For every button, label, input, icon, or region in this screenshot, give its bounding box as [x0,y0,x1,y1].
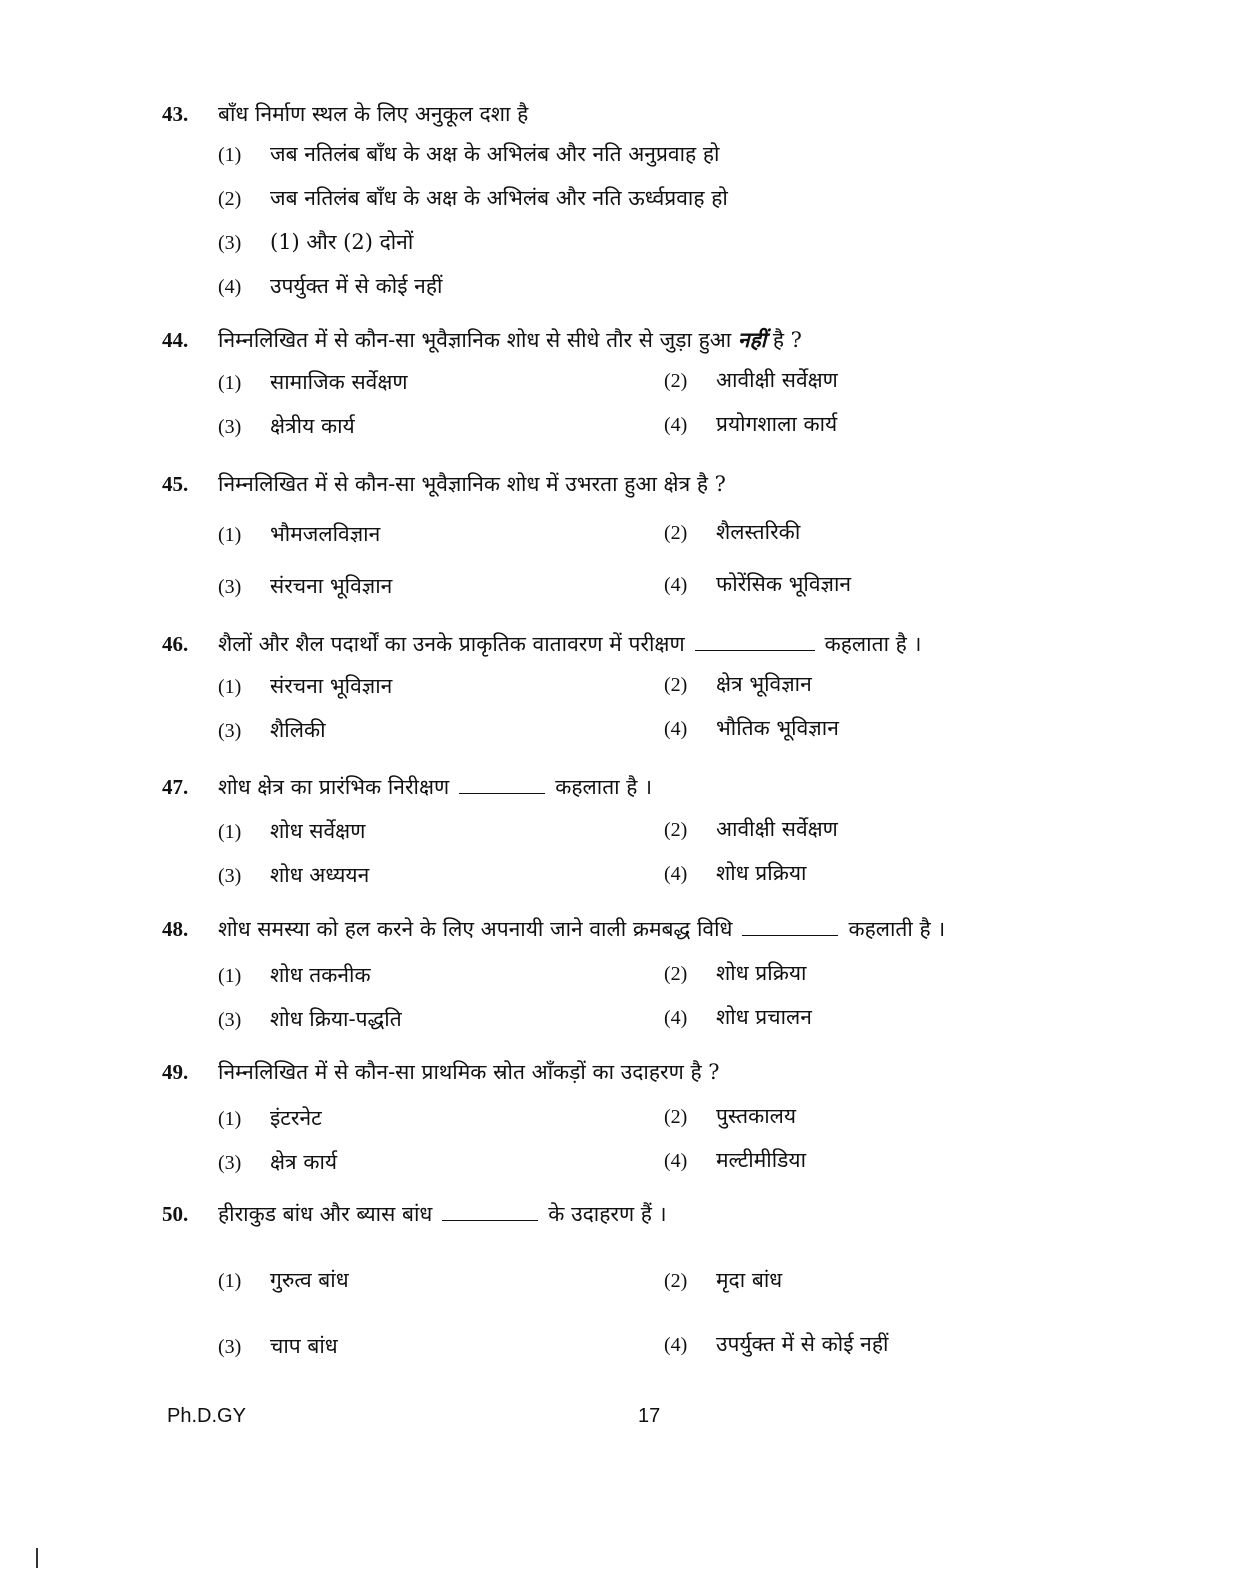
option-2: (2) क्षेत्र भूविज्ञान [664,672,812,696]
page-number: 17 [638,1405,661,1427]
option-2: (2) शोध प्रक्रिया [664,961,807,985]
question-47 [162,773,1062,887]
option-1: (1) भौमजलविज्ञान [218,522,381,546]
emphasis-not: नहीं [737,327,767,352]
fill-blank [742,934,838,936]
question-text: बाँध निर्माण स्थल के लिए अनुकूल दशा है [218,102,529,126]
option-3: (3) क्षेत्रीय कार्य [218,414,355,438]
option-4: (4) प्रयोगशाला कार्य [664,412,838,436]
option-2: (2) आवीक्षी सर्वेक्षण [664,817,838,841]
option-3: (3) संरचना भूविज्ञान [218,574,393,598]
question-44 [162,326,1062,438]
question-number: 44. [162,328,189,352]
question-48 [162,915,1062,1031]
question-text: शैलों और शैल पदार्थों का उनके प्राकृतिक वातावरण में परीक्षण कहलाता है । [218,632,922,656]
option-3: (3) (1) और (2) दोनों [218,230,414,254]
option-1: (1) गुरुत्व बांध [218,1268,349,1292]
question-text: हीराकुड बांध और ब्यास बांध के उदाहरण हैं । [218,1202,667,1226]
question-number: 47. [162,775,189,799]
option-1: (1) शोध सर्वेक्षण [218,819,366,843]
option-1: (1) संरचना भूविज्ञान [218,674,393,698]
question-number: 45. [162,472,189,496]
option-3: (3) शोध क्रिया-पद्धति [218,1007,402,1031]
fill-blank [459,792,545,794]
option-2: (2) आवीक्षी सर्वेक्षण [664,368,838,392]
option-1: (1) शोध तकनीक [218,963,371,987]
question-49 [162,1058,1062,1174]
option-1: (1) जब नतिलंब बाँध के अक्ष के अभिलंब और नति अनुप्रवाह हो [218,142,720,166]
question-text: निम्नलिखित में से कौन-सा भूवैज्ञानिक शोध में उभरता हुआ क्षेत्र है ? [218,472,726,496]
paper-code: Ph.D.GY [167,1405,246,1427]
question-number: 46. [162,632,189,656]
fill-blank [442,1219,538,1221]
question-text: शोध समस्या को हल करने के लिए अपनायी जाने वाली क्रमबद्ध विधि कहलाती है । [218,917,946,941]
option-4: (4) फोरेंसिक भूविज्ञान [664,572,852,596]
question-50 [162,1200,1062,1358]
question-text: निम्नलिखित में से कौन-सा भूवैज्ञानिक शोध से सीधे तौर से जुड़ा हुआ नहीं है ? [218,327,802,352]
question-text: निम्नलिखित में से कौन-सा प्राथमिक स्रोत आँकड़ों का उदाहरण है ? [218,1060,720,1084]
option-3: (3) क्षेत्र कार्य [218,1150,338,1174]
option-4: (4) उपर्युक्त में से कोई नहीं [664,1332,889,1356]
question-number: 50. [162,1202,189,1226]
question-45 [162,470,1062,598]
option-4: (4) उपर्युक्त में से कोई नहीं [218,274,443,298]
option-2: (2) जब नतिलंब बाँध के अक्ष के अभिलंब और नति ऊर्ध्वप्रवाह हो [218,186,728,210]
fill-blank [695,649,815,651]
question-text: शोध क्षेत्र का प्रारंभिक निरीक्षण कहलाता है । [218,775,653,799]
question-number: 43. [162,102,189,126]
question-number: 49. [162,1060,189,1084]
option-3: (3) शोध अध्ययन [218,863,370,887]
option-2: (2) मृदा बांध [664,1268,783,1292]
question-number: 48. [162,917,189,941]
option-1: (1) इंटरनेट [218,1106,322,1130]
option-1: (1) सामाजिक सर्वेक्षण [218,370,408,394]
option-2: (2) पुस्तकालय [664,1104,797,1128]
option-3: (3) शैलिकी [218,718,326,742]
option-4: (4) मल्टीमीडिया [664,1148,807,1172]
option-3: (3) चाप बांध [218,1334,338,1358]
option-4: (4) शोध प्रचालन [664,1005,812,1029]
option-4: (4) भौतिक भूविज्ञान [664,716,839,740]
option-4: (4) शोध प्रक्रिया [664,861,807,885]
option-2: (2) शैलस्तरिकी [664,520,801,544]
question-46 [162,630,1062,742]
question-43 [162,100,1062,298]
margin-mark [36,1548,38,1568]
